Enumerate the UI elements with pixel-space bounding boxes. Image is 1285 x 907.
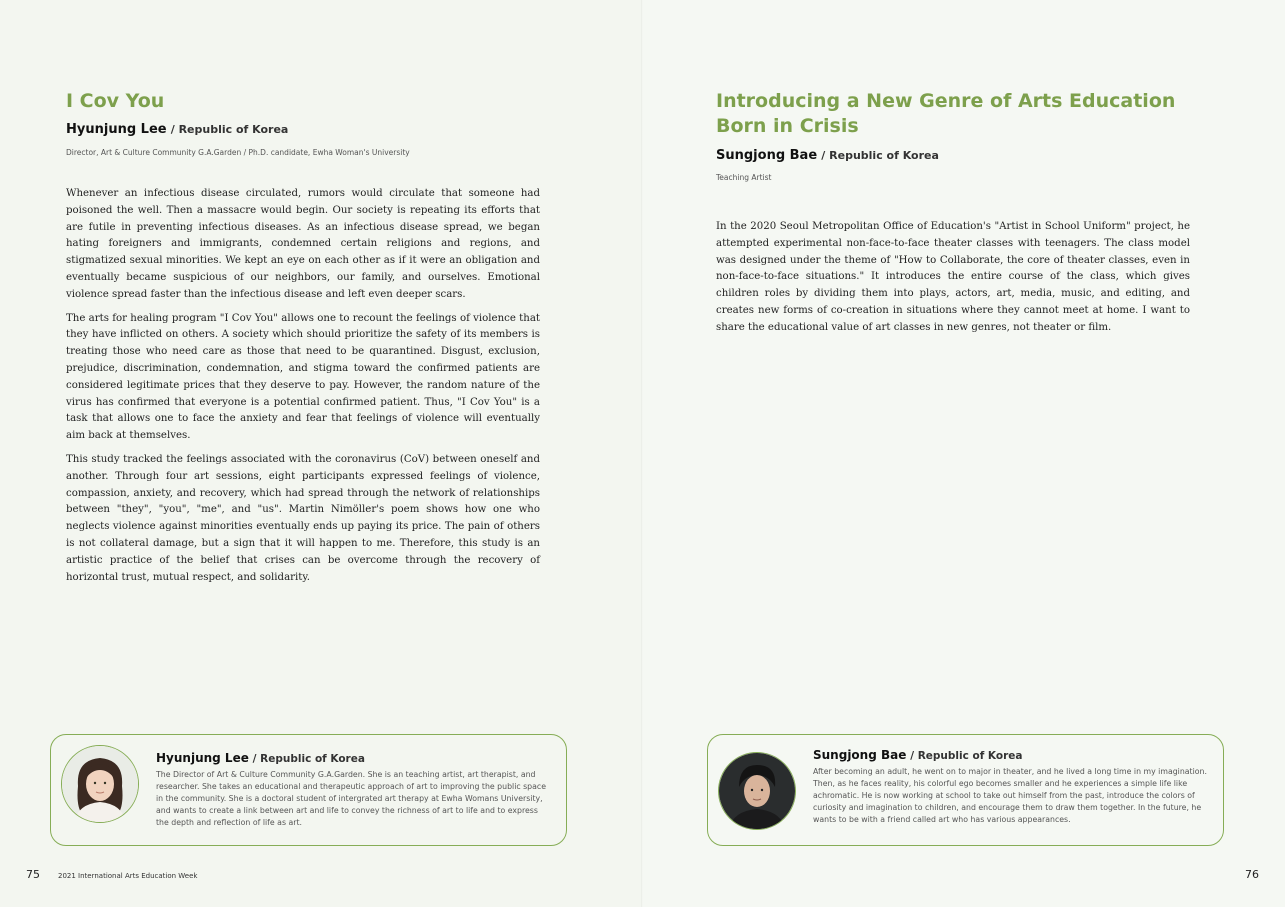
article-title: Introducing a New Genre of Arts Education Born in Crisis: [716, 90, 1176, 137]
article-body: [66, 186, 540, 593]
author-name: Sungjong Bae: [716, 148, 818, 163]
page-number: 75: [26, 868, 40, 881]
author-role: Director, Art & Culture Community G.A.Garden / Ph.D. candidate, Ewha Woman's University: [66, 148, 410, 157]
page-number: 76: [1245, 868, 1259, 881]
bio-author-name: Sungjong Bae: [813, 748, 907, 762]
author-bio-card: [707, 734, 1224, 846]
author-bio-card: [50, 734, 567, 846]
author-name: Hyunjung Lee: [66, 122, 167, 137]
author-line: [66, 122, 288, 137]
portrait-image: [62, 746, 138, 822]
bio-text: The Director of Art & Culture Community G.A.Garden. She is an teaching artist, art therapist, and researcher. She takes an educational and therapeutic approach of art to improving the public space in the community. She is a doctoral student of intergrated art therapy at Ewha Womans University, and wants to create a link between art and life to convey the richness of art to life and to express the depth and reflection of life as art.: [156, 770, 546, 827]
author-line: [716, 148, 939, 163]
paragraph: The arts for healing program "I Cov You" allows one to recount the feelings of violence that they have inflicted on others. A society which should prioritize the safety of its members is treating those who need care as those that need to be quarantined. Disgust, exclusion, prejudice, discrimination, condemnation, and stigma toward the confirmed patients are considered legitimate prices that they deserve to pay. However, the random nature of the virus has confirmed that everyone is a potential confirmed patient. Thus, "I Cov You" is a task that allows one to face the anxiety and fear that feelings of violence will eventually aim back at themselves.: [66, 312, 540, 442]
avatar: [718, 752, 796, 830]
author-country: / Republic of Korea: [170, 123, 289, 136]
bio-text: After becoming an adult, he went on to major in theater, and he lived a long time in my imagination. Then, as he faces reality, his colorful ego becomes smaller and he experiences a simple life like achromatic. He is now working at school to take out himself from the past, introduce the colors of curiosity and imagination to children, and encourage them to draw them together. In the future, he wants to be with a friend called art who has various appearances.: [813, 767, 1207, 824]
right-page: [643, 0, 1285, 907]
bio-author-country: / Republic of Korea: [910, 750, 1023, 762]
paragraph: This study tracked the feelings associated with the coronavirus (CoV) between oneself and another. Through four art sessions, eight participants expressed feelings of violence, compassion, anxiety, and recovery, which had spread through the network of relationships between "they", "you", "me", and "us". Martin Nimöller's poem shows how one who neglects violence against minorities eventually ends up paying its price. The pain of others is not collateral damage, but a sign that it will happen to me. Therefore, this study is an artistic practice of the belief that crises can be overcome through the recovery of horizontal trust, mutual respect, and solidarity.: [66, 453, 540, 583]
bio-author-country: / Republic of Korea: [252, 753, 365, 765]
author-role: Teaching Artist: [716, 173, 772, 182]
footer-publication-title: 2021 International Arts Education Week: [58, 872, 198, 880]
bio-author-line: [156, 751, 365, 765]
left-page: [0, 0, 642, 907]
portrait-image: [719, 753, 795, 829]
article-title: I Cov You: [66, 90, 165, 112]
author-country: / Republic of Korea: [821, 149, 939, 162]
paragraph: Whenever an infectious disease circulated, rumors would circulate that someone had poisoned the well. Then a massacre would begin. Our society is repeating its efforts that are futile in preventing infectious diseases. As an infectious disease spread, we began hating foreigners and immigrants, condemned certain religions and regions, and stigmatized sexual minorities. We kept an eye on each other as if it were an obligation and eventually became suspicious of our neighbors, our family, and ourselves. Emotional violence spread faster than the infectious disease and left even deeper scars.: [66, 188, 540, 300]
paragraph: In the 2020 Seoul Metropolitan Office of Education's "Artist in School Uniform" project, he attempted experimental non-face-to-face theater classes with teenagers. The class model was designed under the theme of "How to Collaborate, the core of theater classes, even in non-face-to-face situations." It introduces the entire course of the class, which gives children roles by dividing them into plays, actors, art, media, music, and editing, and creates new forms of co-creation in situations where they cannot meet at home. I want to share the educational value of art classes in new genres, not theater or film.: [716, 221, 1190, 333]
bio-author-line: [813, 748, 1022, 762]
avatar: [61, 745, 139, 823]
article-body: [716, 219, 1190, 344]
bio-author-name: Hyunjung Lee: [156, 751, 249, 765]
